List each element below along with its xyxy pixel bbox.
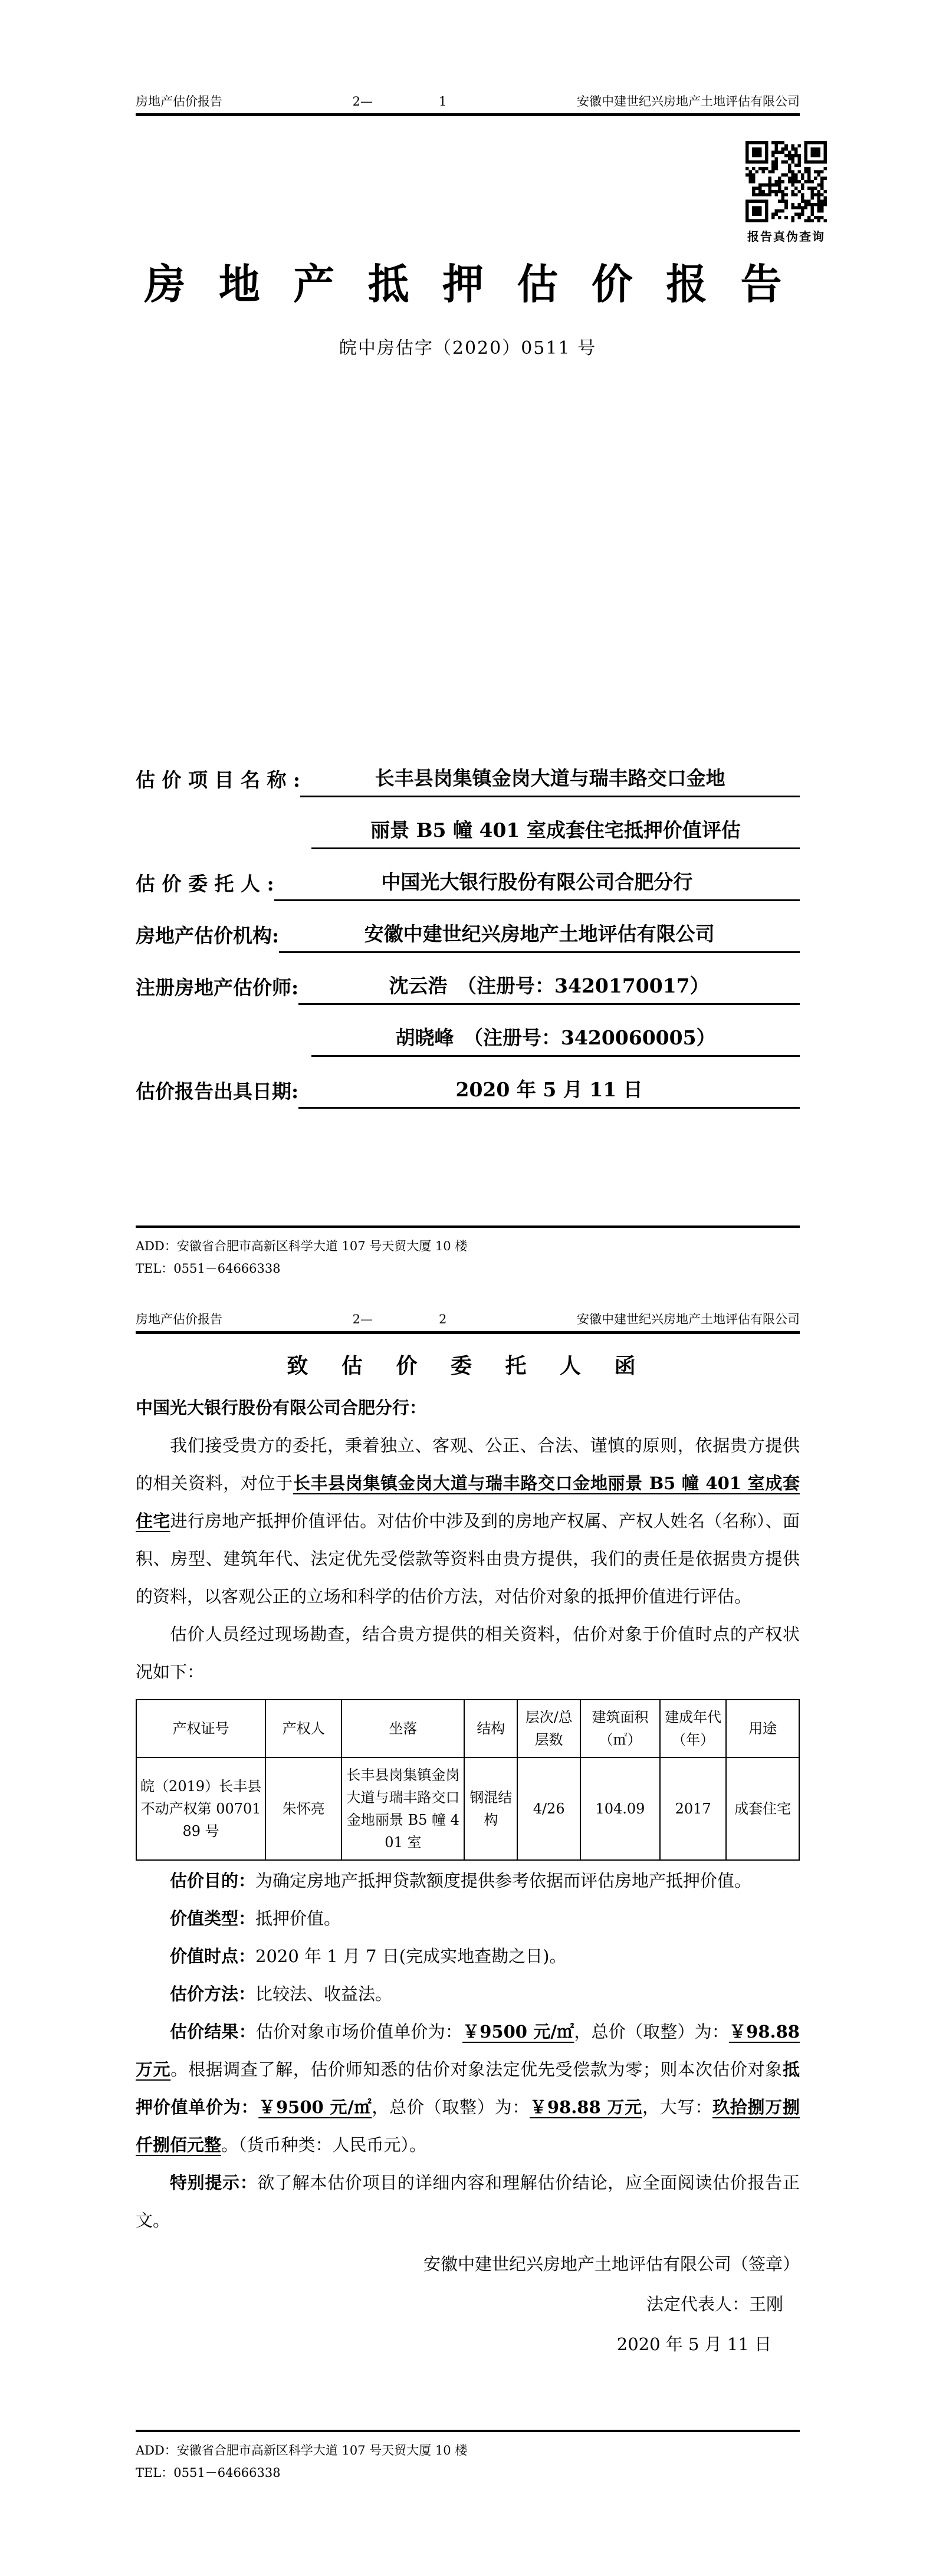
footer-telephone: TEL：0551－64666338	[136, 2466, 281, 2480]
letter-salutation: 中国光大银行股份有限公司合肥分行：	[136, 1398, 427, 1418]
cell-certificate-no: 皖（2019）长丰县不动产权第 0070189 号	[136, 1757, 265, 1860]
header-page-number: 1	[439, 94, 447, 109]
cell-location: 长丰县岗集镇金岗大道与瑞丰路交口金地丽景 B5 幢 401 室	[341, 1757, 464, 1860]
running-header	[136, 1311, 800, 1334]
letter-paragraph-2: 估价人员经过现场勘查，结合贵方提供的相关资料，估价对象于价值时点的产权状况如下：	[136, 1624, 800, 1682]
cell-year-built: 2017	[660, 1757, 726, 1860]
item-label: 价值时点：	[170, 1946, 256, 1966]
result-text-bold: 抵押价值单价为：	[136, 2059, 800, 2117]
result-text: ，总价（取整）为：	[372, 2097, 530, 2117]
cell-floor: 4/26	[517, 1757, 580, 1860]
result-label: 估价结果：	[170, 2022, 256, 2042]
field-value: 安徽中建世纪兴房地产土地评估有限公司	[279, 919, 800, 953]
mortgage-unit-price-value: ￥9500 元/㎡	[258, 2097, 372, 2117]
running-header	[136, 93, 800, 116]
mortgage-total-price-value: ￥98.88 万元	[530, 2097, 642, 2117]
report-cover-page	[136, 0, 825, 1294]
signature-company: 安徽中建世纪兴房地产土地评估有限公司（签章）	[423, 2254, 800, 2274]
running-footer	[136, 2430, 800, 2484]
col-location: 坐落	[341, 1700, 464, 1757]
cover-fields	[136, 745, 800, 1109]
unit-price-value: ￥9500 元/㎡	[462, 2022, 574, 2042]
result-text: ，大写：	[642, 2097, 712, 2117]
field-project-name	[136, 745, 800, 797]
valuation-summary-items	[136, 1862, 800, 2013]
total-price-value: ￥98.88 万元	[136, 2022, 800, 2079]
field-appraiser-2	[136, 1005, 800, 1057]
letter-paragraph-1	[136, 1427, 800, 1615]
field-label: 估价报告出具日期:	[136, 1080, 299, 1103]
special-note-text: 欲了解本估价项目的详细内容和理解估价结论，应全面阅读估价报告正文。	[136, 2173, 800, 2230]
qr-block	[742, 141, 830, 244]
table-row	[136, 1757, 799, 1860]
cell-structure: 钢混结构	[464, 1757, 517, 1860]
item-label: 估价目的：	[170, 1871, 256, 1891]
valuation-result-paragraph	[136, 2013, 800, 2164]
cell-usage: 成套住宅	[726, 1757, 799, 1860]
field-label: 房地产估价机构:	[136, 924, 280, 947]
field-project-name-line2	[136, 797, 800, 849]
item-method	[136, 1975, 800, 2013]
field-value: 长丰县岗集镇金岗大道与瑞丰路交口金地	[300, 763, 800, 797]
qr-code-icon	[745, 141, 827, 222]
field-issue-date	[136, 1057, 800, 1109]
special-note-paragraph	[136, 2164, 800, 2239]
col-floor: 层次/总层数	[517, 1700, 580, 1757]
item-value-date	[136, 1937, 800, 1975]
item-text: 为确定房地产抵押贷款额度提供参考依据而评估房地产抵押价值。	[255, 1871, 752, 1891]
item-text: 抵押价值。	[255, 1908, 341, 1928]
qr-caption: 报告真伪查询	[747, 229, 825, 244]
field-client	[136, 849, 800, 901]
result-text: 。根据调查了解，估价师知悉的估价对象法定优先受偿款为零；则本次估价对象	[170, 2059, 783, 2079]
result-text: 估价对象市场价值单价为：	[255, 2022, 463, 2042]
col-certificate-no: 产权证号	[136, 1700, 265, 1757]
header-page-mark: 2—	[352, 1312, 373, 1326]
cell-area: 104.09	[580, 1757, 660, 1860]
signature-block	[136, 2244, 800, 2364]
col-structure: 结构	[464, 1700, 517, 1757]
header-page-mark: 2—	[352, 94, 373, 109]
field-value: 2020 年 5 月 11 日	[298, 1075, 800, 1109]
signature-date: 2020 年 5 月 11 日	[616, 2334, 771, 2354]
footer-address: ADD：安徽省合肥市高新区科学大道 107 号天贸大厦 10 楼	[136, 2443, 468, 2457]
footer-telephone: TEL：0551－64666338	[136, 1261, 281, 1276]
header-page-indicator	[353, 1311, 447, 1328]
signature-legal-representative: 法定代表人：王刚	[646, 2294, 783, 2314]
header-page-number: 2	[439, 1312, 447, 1326]
field-label: 估 价 项 目 名 称 :	[136, 768, 301, 791]
header-company-name: 安徽中建世纪兴房地产土地评估有限公司	[577, 94, 800, 109]
letter-to-client-page	[136, 1294, 800, 2576]
paragraph-text: 进行房地产抵押价值评估。对估价中涉及到的房地产权属、产权人姓名（名称）、面积、房型、建筑年代、法定优先受偿款等资料由贵方提供，我们的责任是依据贵方提供的资料，以客观公正的立场和科学的估价方法，对估价对象的抵押价值进行评估。	[136, 1511, 800, 1606]
item-label: 估价方法：	[170, 1984, 256, 2004]
report-doc-number: 皖中房估字（2020）0511 号	[339, 338, 597, 359]
item-text: 比较法、收益法。	[255, 1984, 393, 2004]
field-value: 沈云浩 （注册号：3420170017）	[298, 971, 800, 1005]
item-purpose	[136, 1862, 800, 1900]
field-value: 胡晓峰 （注册号：3420060005）	[311, 1023, 800, 1057]
special-note-label: 特别提示：	[170, 2173, 258, 2193]
amount-in-words: 玖拾捌万捌仟捌佰元整	[136, 2097, 800, 2155]
item-value-type	[136, 1900, 800, 1937]
footer-address: ADD：安徽省合肥市高新区科学大道 107 号天贸大厦 10 楼	[136, 1239, 468, 1253]
item-label: 价值类型：	[170, 1908, 256, 1928]
field-value: 丽景 B5 幢 401 室成套住宅抵押价值评估	[311, 815, 800, 849]
field-agency	[136, 901, 800, 953]
result-text: 。（货币种类：人民币元）。	[221, 2135, 427, 2155]
field-appraiser-1	[136, 953, 800, 1005]
result-text: ，总价（取整）为：	[574, 2022, 729, 2042]
paragraph-text: 我们接受贵方的委托，秉着独立、客观、公正、合法、谨慎的原则，依据贵方提供的相关资料，对位于	[136, 1435, 800, 1493]
col-owner: 产权人	[265, 1700, 341, 1757]
letter-heading: 致 估 价 委 托 人 函	[287, 1353, 649, 1378]
header-company-name: 安徽中建世纪兴房地产土地评估有限公司	[577, 1312, 800, 1326]
col-usage: 用途	[726, 1700, 799, 1757]
report-title: 房 地 产 抵 押 估 价 报 告	[144, 259, 792, 308]
header-doc-type: 房地产估价报告	[136, 94, 222, 109]
col-area: 建筑面积（㎡）	[580, 1700, 660, 1757]
field-label: 注册房地产估价师:	[136, 976, 299, 999]
cell-owner: 朱怀亮	[265, 1757, 341, 1860]
property-name-highlight: 长丰县岗集镇金岗大道与瑞丰路交口金地丽景 B5 幢 401 室成套住宅	[136, 1473, 800, 1531]
header-page-indicator	[353, 93, 447, 110]
table-header-row	[136, 1700, 799, 1757]
col-year-built: 建成年代（年）	[660, 1700, 726, 1757]
field-value: 中国光大银行股份有限公司合肥分行	[274, 867, 800, 901]
header-doc-type: 房地产估价报告	[136, 1312, 222, 1326]
item-text: 2020 年 1 月 7 日(完成实地查勘之日)。	[255, 1946, 567, 1966]
property-rights-table	[136, 1699, 800, 1861]
running-footer	[136, 1225, 800, 1280]
field-label: 估 价 委 托 人 :	[136, 872, 274, 895]
